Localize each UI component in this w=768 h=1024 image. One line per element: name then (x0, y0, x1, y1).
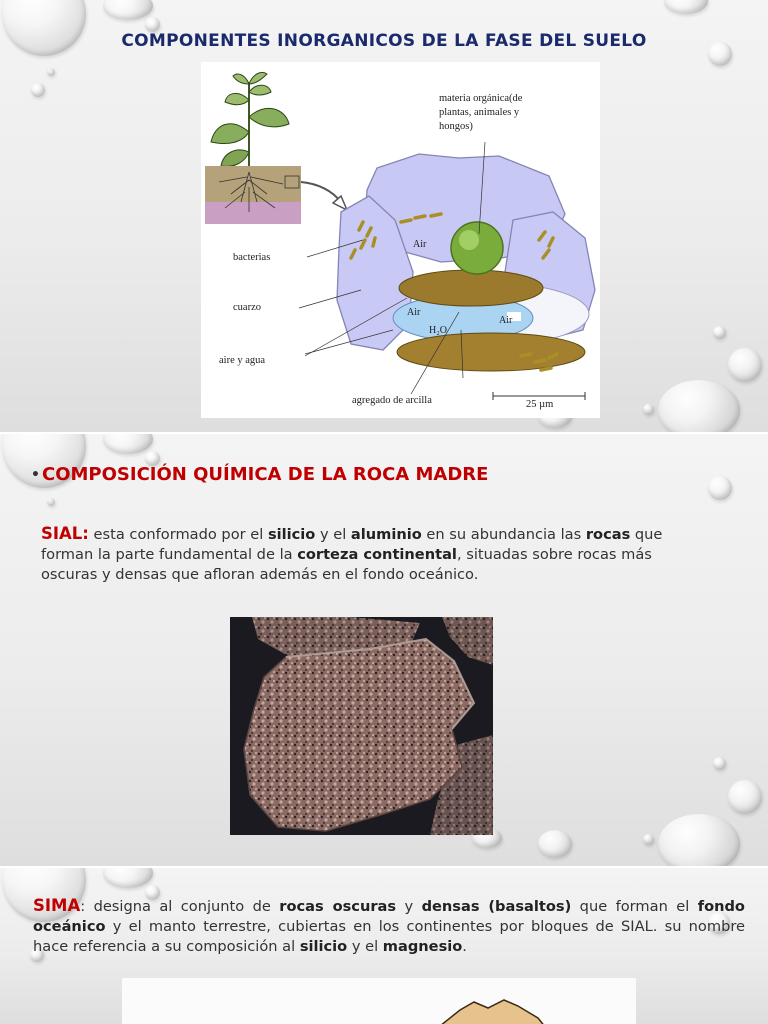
sima-paragraph (33, 896, 745, 957)
bullet-marker: • (31, 467, 40, 483)
text-run: que forman la parte fundamental de la (41, 526, 663, 563)
slide-sima (0, 868, 768, 1024)
water-drop-decoration (664, 0, 708, 14)
water-drop-decoration (103, 0, 153, 20)
text-run: . (462, 938, 467, 955)
keyword: rocas (585, 526, 631, 543)
water-drop-decoration (643, 834, 654, 845)
text-run: y (396, 898, 422, 915)
water-drop-decoration (145, 17, 160, 32)
water-drop-decoration (728, 348, 762, 382)
text-run: en su abundancia las (421, 526, 586, 543)
sial-term: SIAL: (41, 524, 89, 543)
label-clay-aggregate: agregado de arcilla (352, 395, 432, 406)
label-quartz: cuarzo (233, 302, 261, 313)
label-air: Air (499, 315, 513, 326)
soil-diagram (201, 62, 600, 418)
keyword: corteza continental (297, 546, 457, 563)
water-drop-decoration (658, 380, 740, 432)
label-organic-matter: materia orgánica(de plantas, animales y hongos) (439, 93, 523, 132)
water-drop-decoration (31, 83, 45, 97)
label-water: H₂O (429, 325, 447, 336)
keyword: aluminio (350, 526, 422, 543)
slide-title: COMPONENTES INORGANICOS DE LA FASE DEL SUELO (121, 31, 647, 51)
sial-paragraph (41, 524, 711, 585)
label-air: Air (413, 239, 427, 250)
water-drop-decoration (713, 326, 726, 339)
water-drop-decoration (47, 68, 55, 76)
text-run: , situadas sobre rocas más oscuras y densas que afloran además en el fondo oceánico. (41, 546, 652, 583)
keyword: magnesio (382, 938, 463, 955)
label-scale: 25 µm (526, 399, 554, 410)
soil-aggregate-illustration (337, 154, 595, 371)
label-air-water: aire y agua (219, 355, 266, 366)
keyword: silicio (299, 938, 348, 955)
water-drop-decoration (728, 780, 762, 814)
text-run: que forman el (571, 898, 698, 915)
water-drop-decoration (713, 757, 726, 770)
sima-term: SIMA (33, 896, 81, 915)
keyword: rocas oscuras (279, 898, 397, 915)
water-drop-decoration (643, 404, 654, 415)
slide-parent-rock-composition (0, 434, 768, 866)
water-drop-decoration (658, 814, 740, 866)
text-run: y el (347, 938, 383, 955)
water-drop-decoration (103, 434, 153, 454)
earth-layers-figure (122, 978, 636, 1024)
plant-illustration (205, 72, 301, 224)
slide-soil-components (0, 0, 768, 432)
text-run: y el manto terrestre, cubiertas en los continentes por bloques de SIAL. su nombre hace referencia a su composición al (33, 918, 745, 955)
water-drop-decoration (538, 830, 572, 858)
water-drop-decoration (708, 476, 732, 500)
label-bacteria: bacterias (233, 252, 271, 263)
text-run: y el (315, 526, 351, 543)
water-drop-decoration (103, 868, 153, 888)
water-drop-decoration (47, 498, 55, 506)
text-run: : designa al conjunto de (80, 898, 280, 915)
keyword: silicio (267, 526, 316, 543)
section-heading-text: COMPOSICIÓN QUÍMICA DE LA ROCA MADRE (42, 464, 489, 485)
label-air: Air (407, 307, 421, 318)
keyword: fondo oceánico (33, 898, 745, 935)
granite-rock-photo (230, 617, 493, 835)
text-run: esta conformado por el (88, 526, 268, 543)
section-heading (31, 464, 489, 485)
keyword: densas (basaltos) (421, 898, 572, 915)
